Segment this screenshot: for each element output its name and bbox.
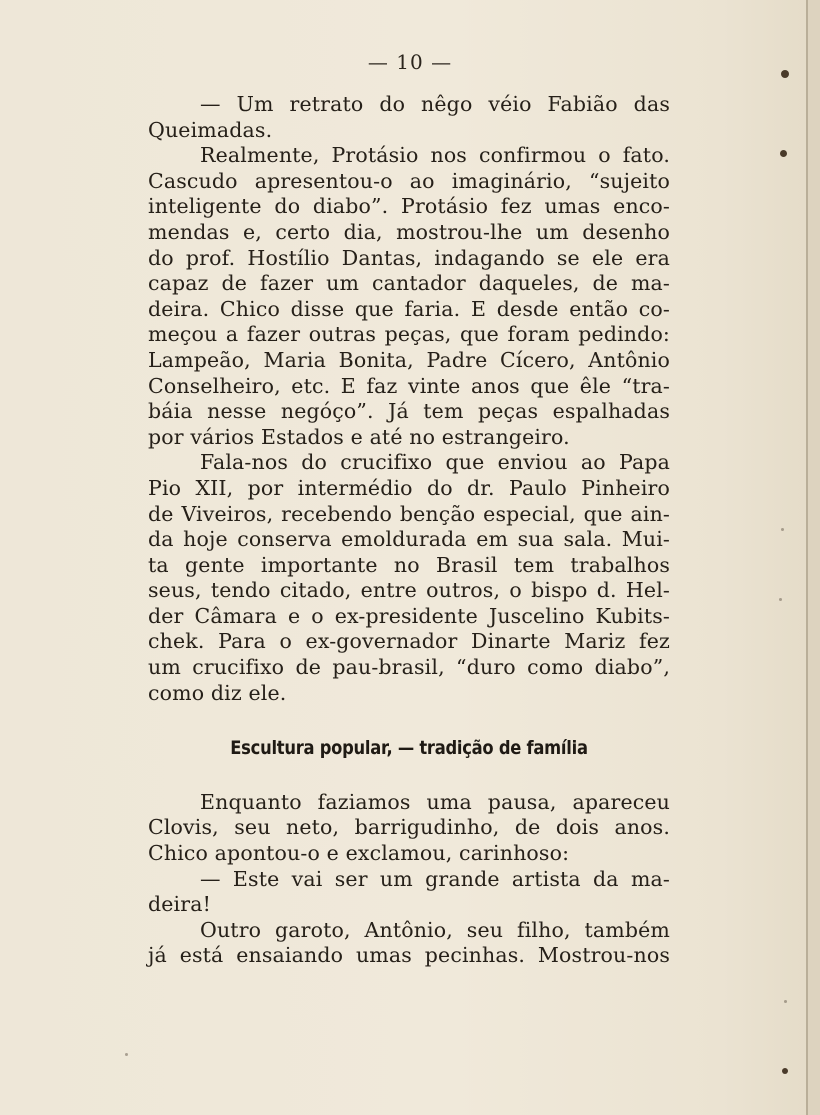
page-edge: [808, 0, 820, 1115]
text-line: der Câmara e o ex-presidente Juscelino Kubits-: [148, 603, 670, 628]
text-line: mendas e, certo dia, mostrou-lhe um desenho: [148, 219, 670, 244]
text-line: Chico apontou-o e exclamou, carinhoso:: [148, 841, 570, 866]
text-line: de Viveiros, recebendo benção especial, que ain-: [148, 501, 670, 526]
paper-speck: [125, 1053, 128, 1056]
binding-hole: [780, 150, 787, 157]
section-heading: Escultura popular, — tradição de família: [230, 737, 588, 760]
text-line: — Um retrato do nêgo véio Fabião das: [200, 92, 670, 116]
text-line: da hoje conserva emoldurada em sua sala. Mui-: [148, 527, 670, 552]
text-line: Queimadas.: [148, 117, 273, 142]
text-line: já está ensaiando umas pecinhas. Mostrou-nos: [148, 943, 670, 968]
text-line: Fala-nos do crucifixo que enviou ao Papa: [200, 450, 670, 475]
text-line: — Este vai ser um grande artista da ma-: [200, 866, 670, 891]
text-line: capaz de fazer um cantador daqueles, de ma-: [148, 271, 670, 296]
text-line: Enquanto faziamos uma pausa, apareceu: [200, 789, 670, 814]
text-line: Lampeão, Maria Bonita, Padre Cícero, Antônio: [148, 347, 670, 372]
text-line: Conselheiro, etc. E faz vinte anos que êle “tra-: [148, 373, 670, 398]
text-line: como diz ele.: [148, 680, 287, 705]
text-line: seus, tendo citado, entre outros, o bispo d. Hel-: [148, 578, 670, 603]
paper-speck: [779, 598, 782, 601]
text-line: meçou a fazer outras peças, que foram pedindo:: [148, 322, 670, 347]
text-line: chek. Para o ex-governador Dinarte Mariz fez: [148, 629, 670, 654]
binding-hole: [782, 1068, 788, 1074]
text-line: deira. Chico disse que faria. E desde então co-: [148, 296, 670, 321]
text-line: Pio XII, por intermédio do dr. Paulo Pinheiro: [148, 475, 670, 500]
text-line: Cascudo apresentou-o ao imaginário, “sujeito: [148, 168, 670, 193]
text-line: deira!: [148, 892, 211, 917]
text-line: por vários Estados e até no estrangeiro.: [148, 424, 570, 449]
text-line: Realmente, Protásio nos confirmou o fato.: [200, 143, 670, 168]
text-line: Outro garoto, Antônio, seu filho, também: [200, 917, 670, 942]
text-line: do prof. Hostílio Dantas, indagando se ele era: [148, 245, 670, 270]
body-text: [148, 92, 670, 969]
text-line: inteligente do diabo”. Protásio fez umas enco-: [148, 194, 670, 219]
text-line: báia nesse negóço”. Já tem peças espalhadas: [148, 399, 670, 424]
text-line: um crucifixo de pau-brasil, “duro como diabo”,: [148, 655, 670, 680]
text-line: Clovis, seu neto, barrigudinho, de dois anos.: [148, 815, 670, 840]
paper-speck: [784, 1000, 787, 1003]
paper-speck: [781, 528, 784, 531]
page-number: — 10 —: [367, 50, 453, 74]
text-line: ta gente importante no Brasil tem trabalhos: [148, 552, 670, 577]
